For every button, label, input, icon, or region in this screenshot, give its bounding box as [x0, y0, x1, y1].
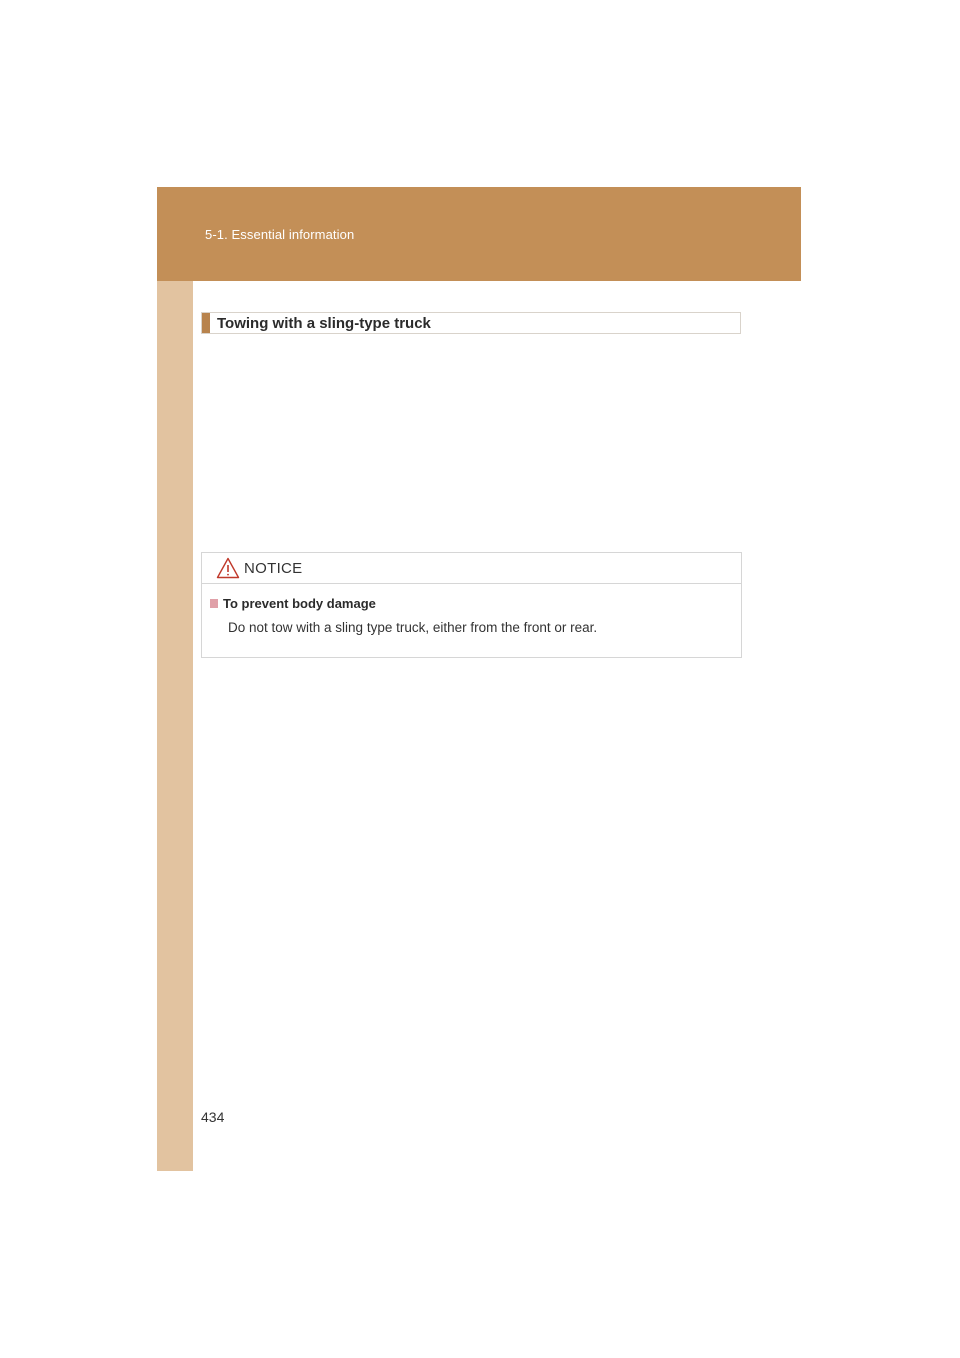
warning-triangle-icon — [216, 557, 240, 579]
section-heading — [201, 312, 741, 334]
notice-header — [202, 553, 741, 584]
chapter-header-band — [157, 187, 801, 281]
bullet-square-icon — [210, 599, 218, 608]
notice-body — [202, 584, 741, 635]
page-number: 434 — [201, 1109, 225, 1125]
chapter-section-label: 5-1. Essential information — [205, 227, 355, 242]
section-heading-text: Towing with a sling-type truck — [217, 314, 431, 332]
notice-item-text: Do not tow with a sling type truck, either from the front or rear. — [228, 620, 598, 635]
heading-accent-bar — [202, 313, 210, 333]
notice-box — [201, 552, 742, 658]
side-margin-band — [157, 281, 193, 1171]
notice-item-heading — [210, 596, 741, 611]
notice-title: NOTICE — [244, 559, 303, 577]
notice-item-heading-text: To prevent body damage — [223, 596, 376, 611]
